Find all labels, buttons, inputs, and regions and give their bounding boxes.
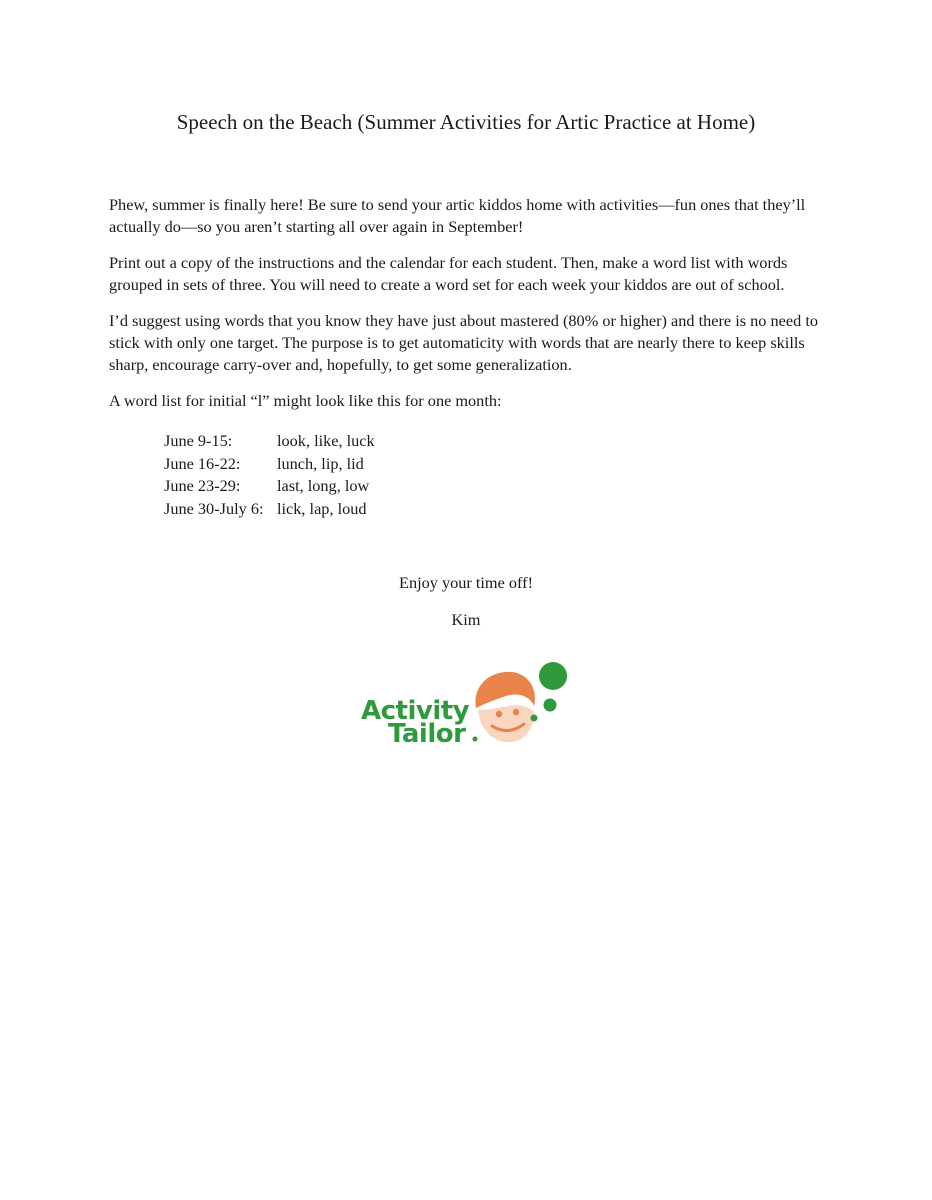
paragraph-instructions: Print out a copy of the instructions and the calendar for each student. Then, make a word list with words grouped in sets of three. You will need to create a word set for each week your kiddos are out of school.: [109, 253, 788, 294]
logo-word-tailor: Tailor: [388, 719, 466, 749]
word-set-words: lunch, lip, lid: [277, 453, 364, 473]
document-title: Speech on the Beach (Summer Activities for Artic Practice at Home): [176, 110, 756, 134]
logo-word-activity: Activity: [361, 696, 470, 726]
closing-line: Enjoy your time off!: [399, 573, 533, 592]
logo-eye-right-icon: [513, 709, 519, 715]
word-set-dates: June 23-29:: [164, 476, 241, 495]
logo-eye-left-icon: [496, 711, 502, 717]
paragraph-intro: Phew, summer is finally here! Be sure to send your artic kiddos home with activities—fun ones that they’ll actually do—so you aren’t starting all over again in September!: [109, 195, 806, 236]
word-set-dates: June 16-22:: [164, 453, 241, 473]
word-set-dates: June 30-July 6:: [164, 498, 264, 518]
word-set-words: look, like, luck: [277, 431, 375, 450]
paragraph-suggestion: I’d suggest using words that you know they have just about mastered (80% or higher) and there is no need to stick with only one target. The purpose is to get automaticity with words that are nearly there to keep skills sharp, encourage carry-over and, hopefully, to get some generalization.: [109, 311, 818, 374]
logo-bubble-large-icon: [539, 662, 567, 690]
word-list-row: [164, 453, 375, 476]
word-list-row: [164, 475, 375, 498]
body-text: [109, 194, 839, 426]
closing-block: [0, 572, 932, 631]
word-list: [164, 430, 375, 520]
word-set-words: lick, lap, loud: [277, 498, 367, 518]
paragraph-word-list-intro: A word list for initial “l” might look like this for one month:: [109, 391, 502, 410]
signature: Kim: [451, 610, 481, 629]
logo-hair-shape: [475, 672, 534, 708]
word-set-words: last, long, low: [277, 476, 370, 495]
word-set-dates: June 9-15:: [164, 431, 233, 450]
logo-bubble-medium-icon: [544, 699, 557, 712]
logo-graphic: [358, 656, 574, 752]
activity-tailor-logo: [358, 656, 574, 752]
logo-period-dot: [473, 737, 478, 742]
word-list-row: [164, 430, 375, 453]
logo-bubble-small-icon: [531, 715, 538, 722]
word-list-row: [164, 498, 375, 521]
logo-face-shape: [478, 705, 534, 742]
